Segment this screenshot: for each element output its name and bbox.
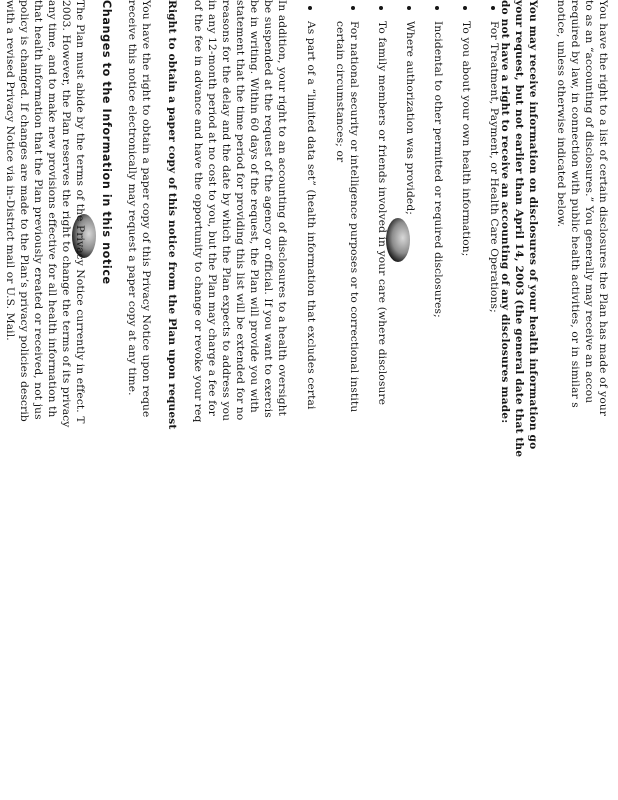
text-line: that health information that the Plan previously created or received, not jus bbox=[32, 0, 44, 420]
text-line: be in writing. Within 60 days of the request, the Plan will provide you with bbox=[248, 0, 260, 413]
bullet-icon bbox=[407, 6, 411, 10]
text-line: in any 12-month period at no cost to you, but the Plan may charge a fee for bbox=[206, 0, 218, 417]
text-line: You have the right to obtain a paper copy of this Privacy Notice upon reque bbox=[140, 0, 152, 418]
list-item: Incidental to other permitted or required disclosures; bbox=[432, 21, 444, 318]
text-line: with a revised Privacy Notice via in-District mail or U.S. Mail. bbox=[4, 0, 16, 341]
text-line: 2003. However, the Plan reserves the right to change the terms of its privacy bbox=[60, 0, 72, 428]
text-line: In addition, your right to an accounting of disclosures to a health oversight bbox=[276, 0, 288, 417]
text-line: statement that the time period for providing this list will be extended for no bbox=[234, 0, 246, 421]
text-line: of the fee in advance and have the opportunity to change or revoke your req bbox=[192, 0, 204, 423]
text-line: You may receive information on disclosures of your health information go bbox=[527, 0, 539, 450]
text-line: policy is changed. If changes are made to the Plan’s privacy policies describ bbox=[18, 0, 30, 422]
text-line: to as an “accounting of disclosures.” You generally may receive an accou bbox=[583, 0, 595, 404]
text-line: your request, but not earlier than April 14, 2003 (the general date that the bbox=[513, 0, 525, 458]
text-line: be suspended at the request of the agency or official. If you want to exercis bbox=[262, 0, 274, 418]
text-line: The Plan must abide by the terms of the Privacy Notice currently in effect. T bbox=[74, 0, 86, 424]
bullet-icon bbox=[491, 6, 495, 10]
bullet-icon bbox=[351, 6, 355, 10]
changes-heading: Changes to the Information in this notice bbox=[100, 0, 113, 285]
text-line: You have the right to a list of certain disclosures the Plan has made of your bbox=[597, 0, 609, 417]
list-item: For national security or intelligence purposes or to correctional institu bbox=[348, 21, 360, 413]
bullet-icon bbox=[308, 6, 312, 10]
list-item: As part of a “limited data set” (health information that excludes certai bbox=[305, 21, 317, 410]
bullet-icon bbox=[435, 6, 439, 10]
paper-copy-heading: Right to obtain a paper copy of this notice from the Plan upon request bbox=[166, 0, 178, 430]
list-item: To you about your own health information; bbox=[460, 21, 472, 257]
text-line: any time, and to make new provisions effective for all health information th bbox=[46, 0, 58, 418]
text-line: reasons for the delay and the date by which the Plan expects to address you bbox=[220, 0, 232, 422]
text-line: do not have a right to receive an accounting of any disclosures made: bbox=[499, 0, 511, 424]
text-line: required by law, in connection with public health activities, or in similar s bbox=[569, 0, 581, 408]
list-item: To family members or friends involved in your care (where disclosure bbox=[376, 21, 388, 406]
list-item: certain circumstances; or bbox=[334, 21, 346, 163]
list-item: For Treatment, Payment, or Health Care Operations; bbox=[488, 21, 500, 313]
text-line: notice, unless otherwise indicated below. bbox=[555, 0, 567, 228]
bullet-icon bbox=[379, 6, 383, 10]
bullet-icon bbox=[463, 6, 467, 10]
text-line: receive this notice electronically may request a paper copy at any time. bbox=[126, 0, 138, 396]
list-item: Where authorization was provided; bbox=[404, 21, 416, 215]
